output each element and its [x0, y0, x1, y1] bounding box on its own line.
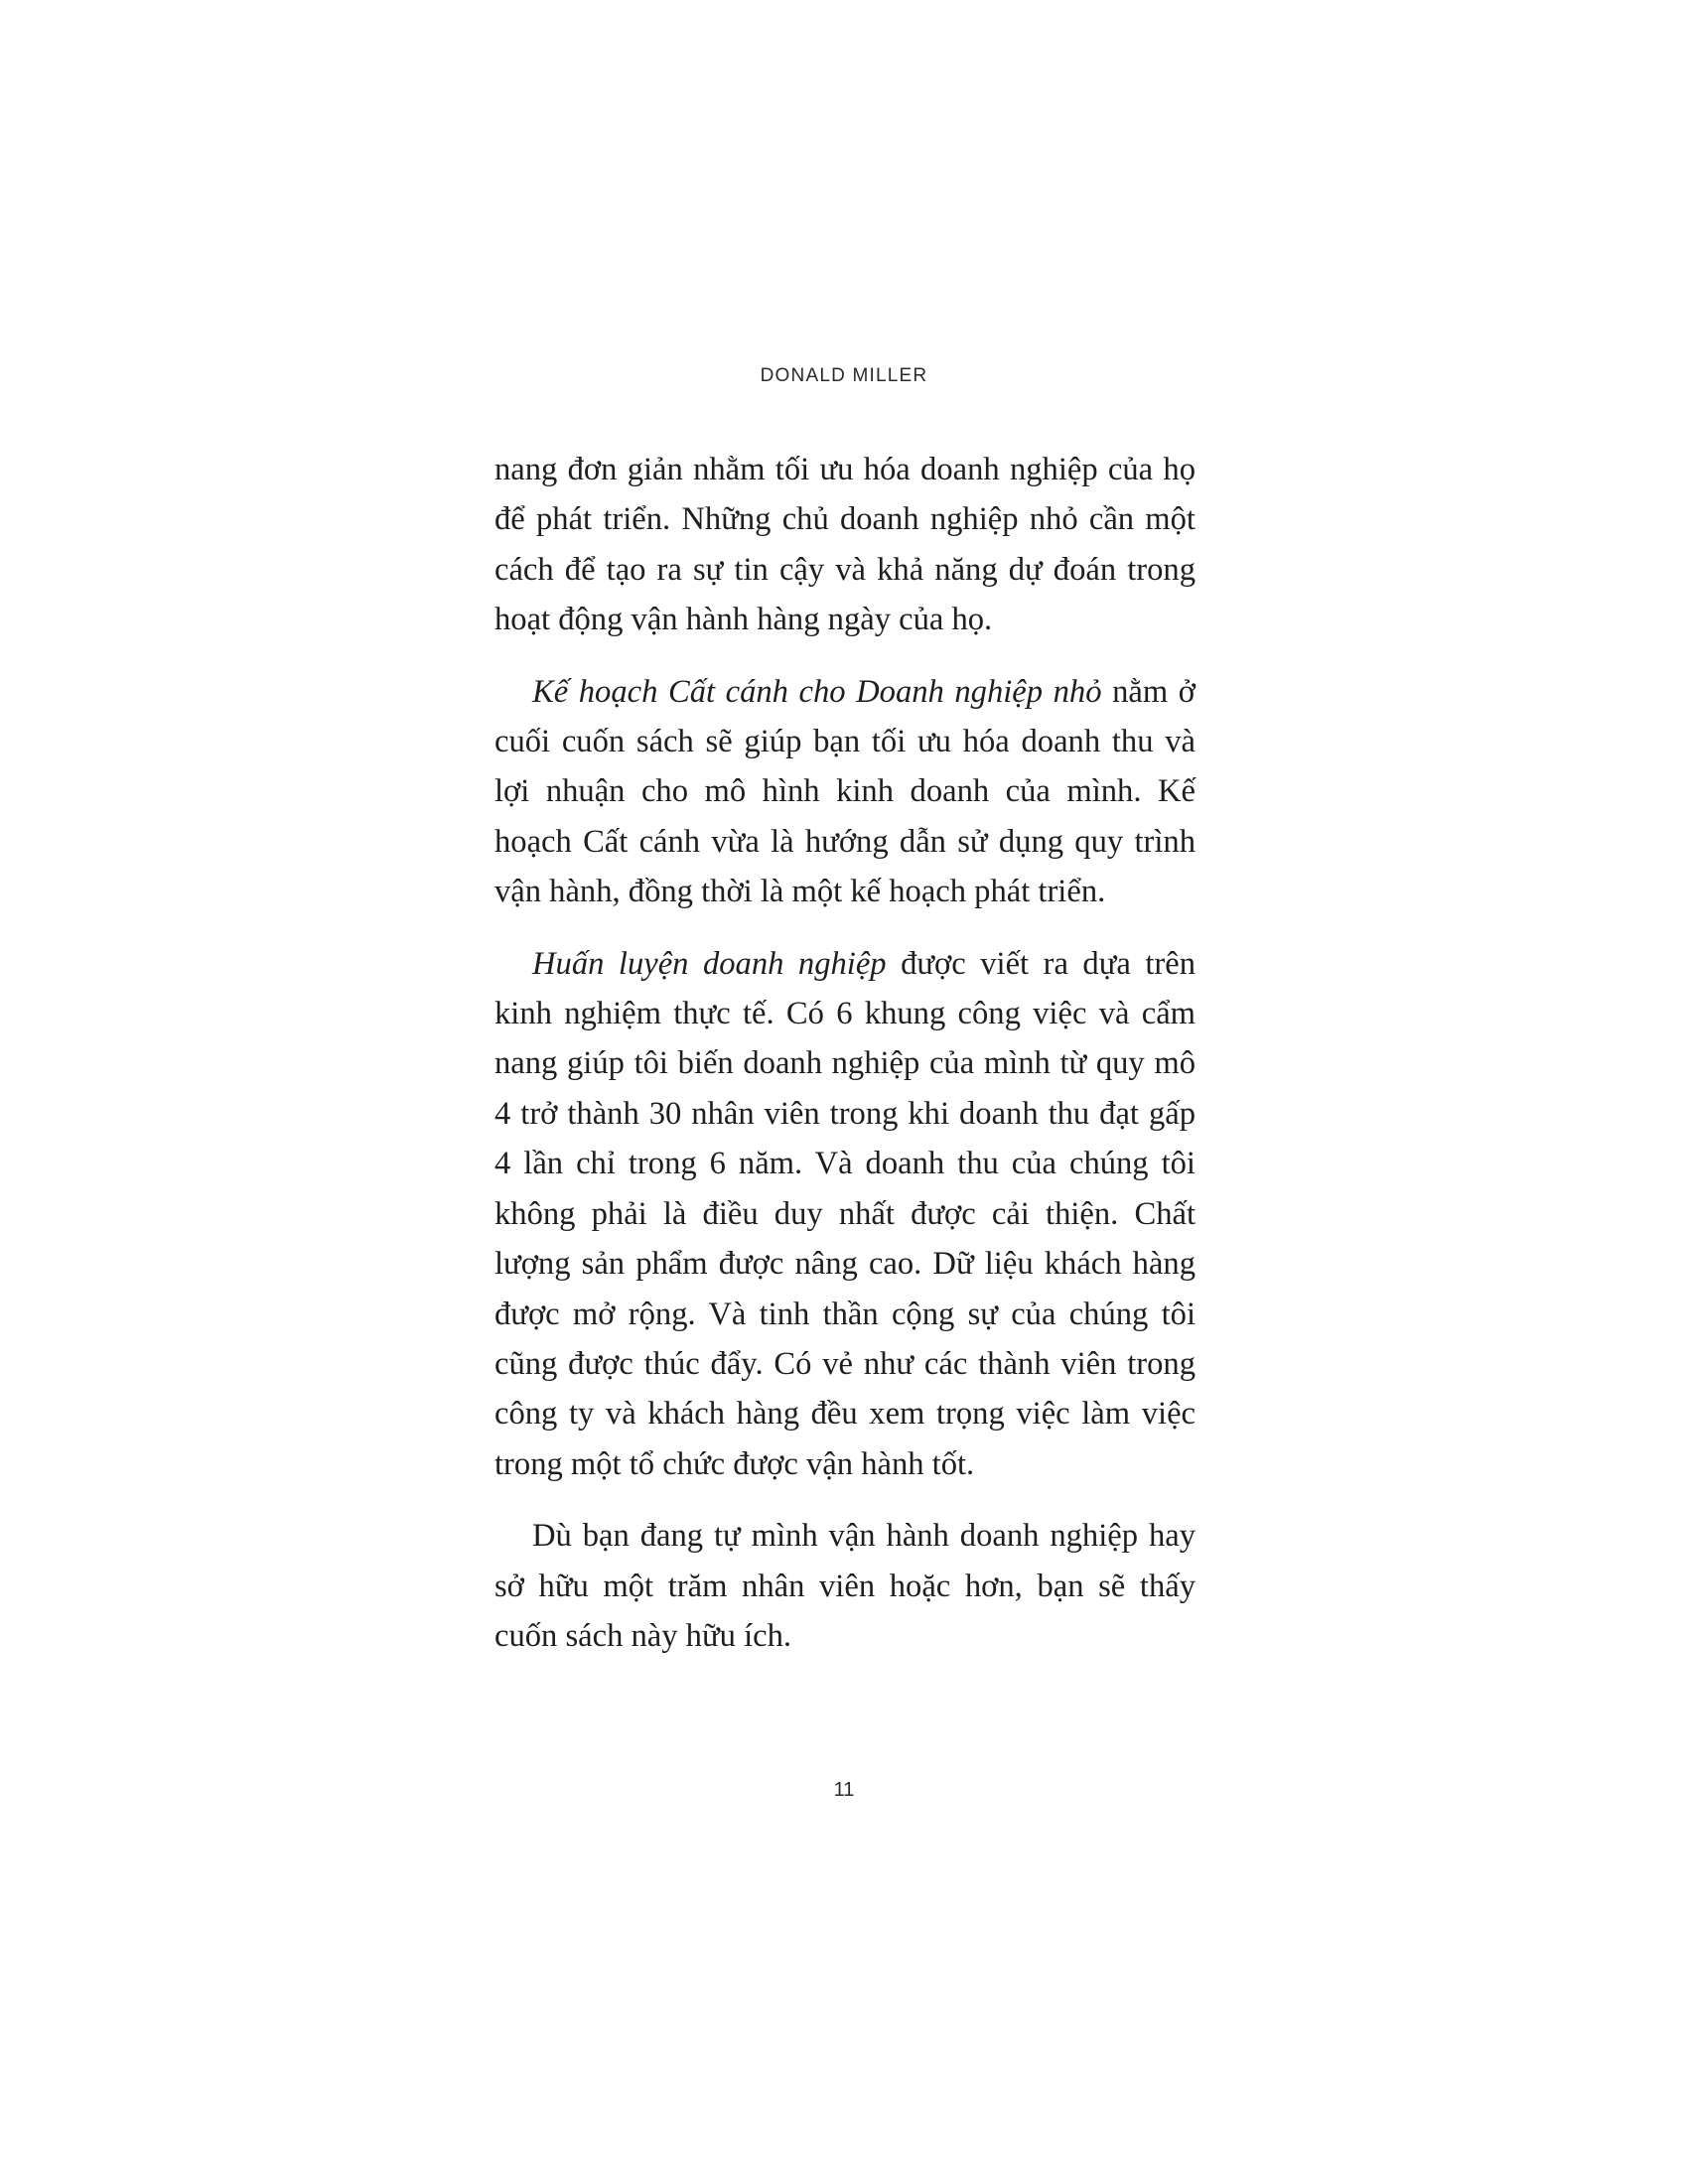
book-title-italic: Huấn luyện doanh nghiệp [532, 945, 887, 982]
paragraph-1: nang đơn giản nhằm tối ưu hóa doanh nghiệp của họ để phát triển. Những chủ doanh nghiệp nhỏ cần một cách để tạo ra sự tin cậy và khả năng dự đoán trong hoạt động vận hành hàng ngày của họ. [494, 452, 1196, 638]
paragraph-2-text: nằm ở cuối cuốn sách sẽ giúp bạn tối ưu hóa doanh thu và lợi nhuận cho mô hình kinh doanh của mình. Kế hoạch Cất cánh vừa là hướng dẫn sử dụng quy trình vận hành, đồng thời là một kế hoạch phát triển. [494, 673, 1196, 910]
paragraph-3-text: được viết ra dựa trên kinh nghiệm thực tế. Có 6 khung công việc và cẩm nang giúp tôi biến doanh nghiệp của mình từ quy mô 4 trở thành 30 nhân viên trong khi doanh thu đạt gấp 4 lần chỉ trong 6 năm. Và doanh thu của chúng tôi không phải là điều duy nhất được cải thiện. Chất lượng sản phẩm được nâng cao. Dữ liệu khách hàng được mở rộng. Và tinh thần cộng sự của chúng tôi cũng được thúc đẩy. Có vẻ như các thành viên trong công ty và khách hàng đều xem trọng việc làm việc trong một tổ chức được vận hành tốt. [494, 945, 1196, 1482]
paragraph-2 [494, 667, 1196, 917]
page-number: 11 [833, 1779, 855, 1801]
paragraph-4: Dù bạn đang tự mình vận hành doanh nghiệp hay sở hữu một trăm nhân viên hoặc hơn, bạn sẽ thấy cuốn sách này hữu ích. [494, 1518, 1196, 1654]
paragraph-3 [494, 939, 1196, 1489]
body-text [494, 445, 1196, 1683]
running-head-author: DONALD MILLER [760, 365, 928, 386]
book-title-italic: Kế hoạch Cất cánh cho Doanh nghiệp nhỏ [532, 673, 1102, 710]
